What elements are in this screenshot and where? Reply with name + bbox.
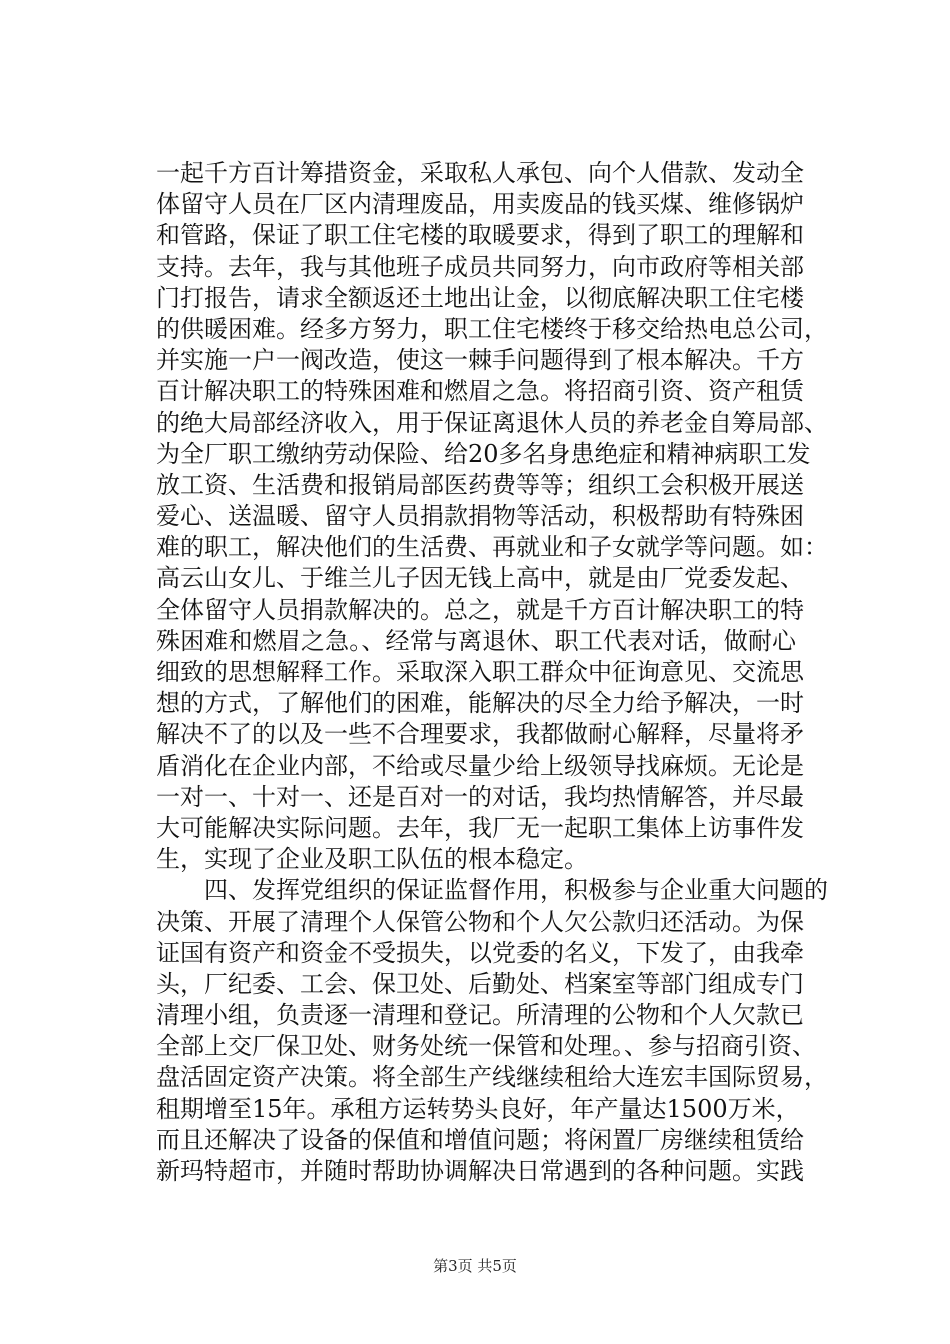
text-line: 和管路，保证了职工住宅楼的取暖要求，得到了职工的理解和 (156, 221, 804, 250)
text-line: 四、发挥党组织的保证监督作用，积极参与企业重大问题的 (156, 876, 828, 905)
text-line: 证国有资产和资金不受损失，以党委的名义，下发了，由我牵 (156, 938, 804, 967)
text-line: 的供暖困难。经多方努力，职工住宅楼终于移交给热电总公司， (156, 314, 828, 343)
text-line: 一对一、十对一、还是百对一的对话，我均热情解答，并尽最 (156, 782, 804, 811)
text-line: 门打报告，请求全额返还土地出让金，以彻底解决职工住宅楼 (156, 283, 804, 312)
text-line: 百计解决职工的特殊困难和燃眉之急。将招商引资、资产租赁 (156, 377, 804, 406)
text-line: 新玛特超市，并随时帮助协调解决日常遇到的各种问题。实践 (156, 1157, 804, 1185)
text-line: 盘活固定资产决策。将全部生产线继续租给大连宏丰国际贸易， (156, 1063, 828, 1092)
body-text (156, 158, 828, 1187)
text-line: 头，厂纪委、工会、保卫处、后勤处、档案室等部门组成专门 (156, 969, 804, 998)
text-line: 为全厂职工缴纳劳动保险、给20多名身患绝症和精神病职工发 (156, 439, 811, 468)
text-line: 支持。去年，我与其他班子成员共同努力，向市政府等相关部 (156, 252, 804, 281)
text-line: 大可能解决实际问题。去年，我厂无一起职工集体上访事件发 (156, 813, 804, 842)
text-line: 而且还解决了设备的保值和增值问题；将闲置厂房继续租赁给 (156, 1125, 804, 1154)
text-line: 体留守人员在厂区内清理废品，用卖废品的钱买煤、维修锅炉 (156, 190, 804, 219)
text-line: 的绝大局部经济收入，用于保证离退休人员的养老金自筹局部、 (156, 408, 828, 437)
text-line: 爱心、送温暖、留守人员捐款捐物等活动，积极帮助有特殊困 (156, 502, 804, 531)
text-line: 盾消化在企业内部，不给或尽量少给上级领导找麻烦。无论是 (156, 751, 804, 780)
text-line: 决策、开展了清理个人保管公物和个人欠公款归还活动。为保 (156, 907, 804, 936)
text-line: 全体留守人员捐款解决的。总之，就是千方百计解决职工的特 (156, 595, 804, 624)
text-line: 全部上交厂保卫处、财务处统一保管和处理。、参与招商引资、 (156, 1032, 816, 1061)
page-footer: 第3页 共5页 (433, 1257, 517, 1275)
text-line: 生，实现了企业及职工队伍的根本稳定。 (156, 845, 588, 874)
text-line: 租期增至15年。承租方运转势头良好，年产量达1500万米， (156, 1094, 800, 1123)
text-line: 高云山女儿、于维兰儿子因无钱上高中，就是由厂党委发起、 (156, 564, 804, 593)
text-line: 解决不了的以及一些不合理要求，我都做耐心解释，尽量将矛 (156, 720, 804, 749)
text-line: 并实施一户一阀改造，使这一棘手问题得到了根本解决。千方 (156, 346, 804, 375)
text-line: 想的方式，了解他们的困难，能解决的尽全力给予解决，一时 (156, 689, 804, 718)
text-line: 难的职工，解决他们的生活费、再就业和子女就学等问题。如： (156, 533, 828, 562)
text-line: 一起千方百计筹措资金，采取私人承包、向个人借款、发动全 (156, 159, 804, 187)
text-line: 殊困难和燃眉之急。、经常与离退休、职工代表对话，做耐心 (156, 626, 796, 655)
text-line: 清理小组，负责逐一清理和登记。所清理的公物和个人欠款已 (156, 1001, 804, 1030)
text-line: 放工资、生活费和报销局部医药费等等；组织工会积极开展送 (156, 470, 804, 499)
text-line: 细致的思想解释工作。采取深入职工群众中征询意见、交流思 (156, 658, 804, 686)
